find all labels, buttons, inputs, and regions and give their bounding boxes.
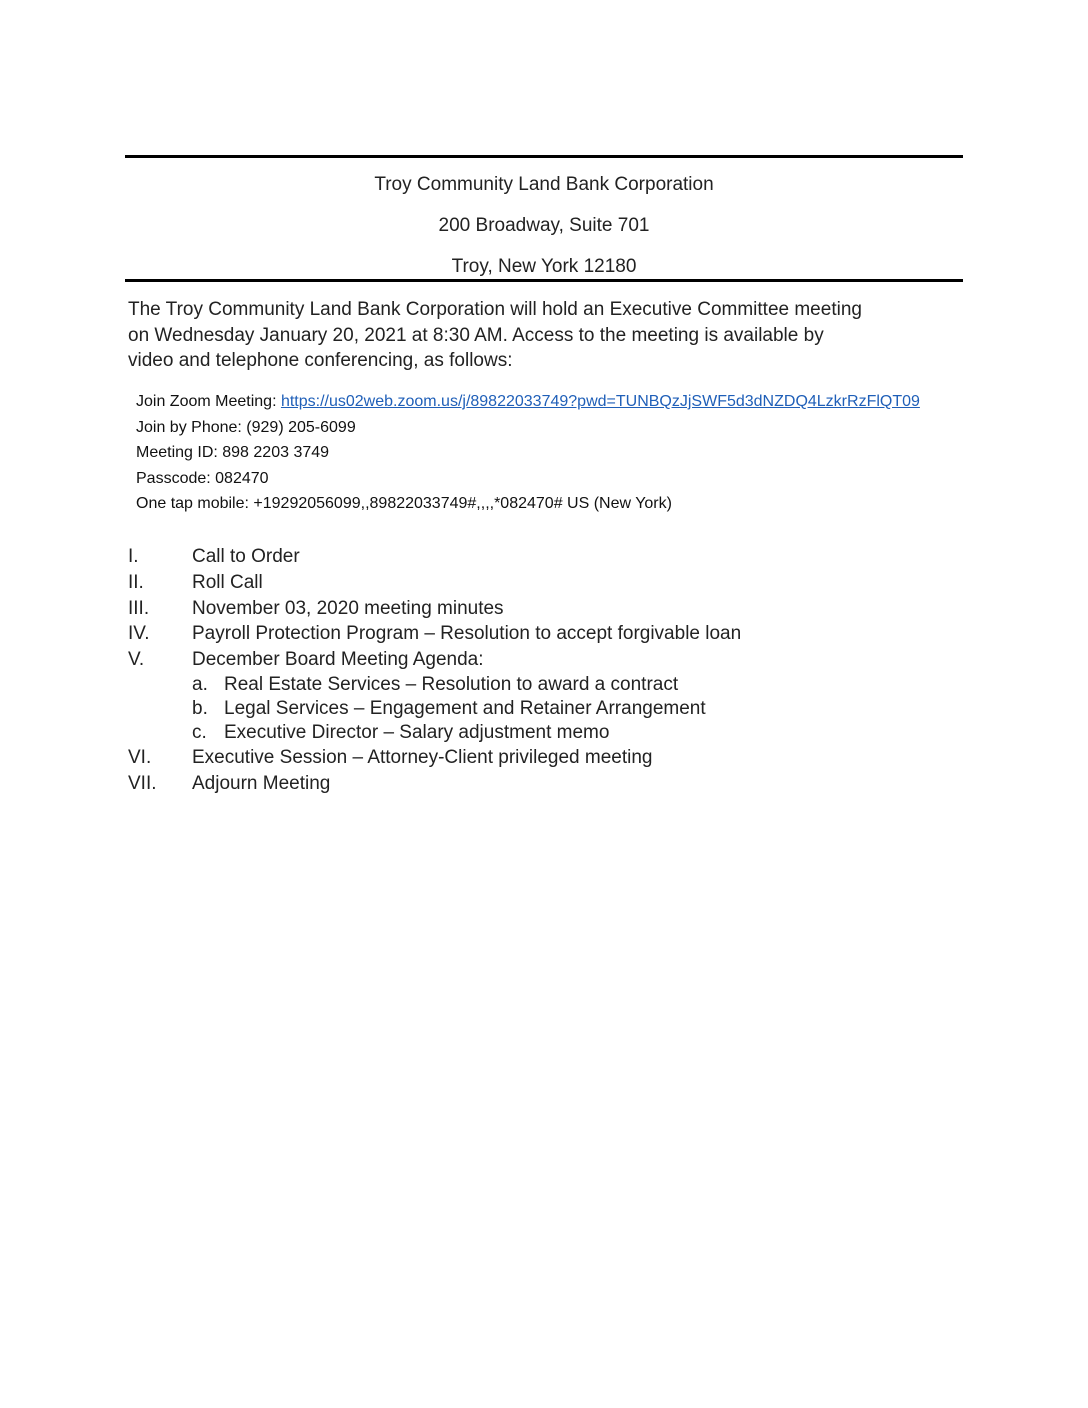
one-tap-row: One tap mobile: +19292056099,,89822033749#,,,,*082470# US (New York) <box>136 495 672 512</box>
agenda-item <box>128 621 1008 647</box>
agenda-item <box>128 647 1008 673</box>
org-city: Troy, New York 12180 <box>451 256 637 277</box>
agenda-subitem-label: Legal Services – Engagement and Retainer Arrangement <box>224 697 706 719</box>
zoom-label: Join Zoom Meeting: <box>136 393 281 410</box>
org-address: 200 Broadway, Suite 701 <box>438 215 650 236</box>
agenda-item <box>128 596 1008 622</box>
agenda-item-label: Call to Order <box>192 546 300 567</box>
agenda-item-number: I. <box>128 546 139 567</box>
passcode-row: Passcode: 082470 <box>136 469 269 487</box>
intro-line: on Wednesday January 20, 2021 at 8:30 AM. Access to the meeting is available by <box>128 324 824 346</box>
agenda-item-number: VI. <box>128 746 152 768</box>
agenda-item-label: December Board Meeting Agenda: <box>192 649 484 671</box>
zoom-meeting-link[interactable]: https://us02web.zoom.us/j/89822033749?pwd=TUNBQzJjSWF5d3dNZDQ4LzkrRzFlQT09 <box>280 393 920 410</box>
agenda-list <box>128 544 1008 797</box>
agenda-subitem <box>128 721 1008 745</box>
header-top-rule <box>125 155 963 158</box>
agenda-item <box>128 745 1008 771</box>
intro-line: video and telephone conferencing, as follows: <box>128 350 513 371</box>
meeting-details <box>136 389 1036 517</box>
zoom-row <box>136 389 1036 415</box>
agenda-item-label: Executive Session – Attorney-Client privileged meeting <box>192 746 653 768</box>
agenda-item-label: November 03, 2020 meeting minutes <box>192 597 504 619</box>
agenda-subitem-letter: a. <box>192 673 208 695</box>
agenda-item <box>128 771 1008 797</box>
agenda-subitem <box>128 697 1008 721</box>
agenda-item-number: III. <box>128 597 150 619</box>
agenda-subitem-letter: c. <box>192 721 207 743</box>
agenda-subitem-letter: b. <box>192 697 208 719</box>
agenda-item-number: V. <box>128 649 145 671</box>
agenda-item-number: VII. <box>128 772 157 794</box>
intro-line: The Troy Community Land Bank Corporation will hold an Executive Committee meeting <box>128 299 862 320</box>
agenda-subitem <box>128 673 1008 697</box>
agenda-subitem-label: Real Estate Services – Resolution to award a contract <box>224 673 679 695</box>
agenda-item-number: IV. <box>128 623 150 645</box>
agenda-item-label: Adjourn Meeting <box>192 772 331 794</box>
meeting-id-row: Meeting ID: 898 2203 3749 <box>136 444 330 461</box>
agenda-item-number: II. <box>128 571 144 593</box>
agenda-subitem-label: Executive Director – Salary adjustment memo <box>224 721 610 743</box>
agenda-item <box>128 544 1008 570</box>
header-bottom-rule <box>125 279 963 282</box>
agenda-item-label: Payroll Protection Program – Resolution to accept forgivable loan <box>192 623 742 645</box>
org-name: Troy Community Land Bank Corporation <box>374 174 714 195</box>
agenda-item-label: Roll Call <box>192 571 263 593</box>
intro-paragraph <box>128 297 968 374</box>
phone-row: Join by Phone: (929) 205-6099 <box>136 418 356 436</box>
agenda-item <box>128 570 1008 596</box>
